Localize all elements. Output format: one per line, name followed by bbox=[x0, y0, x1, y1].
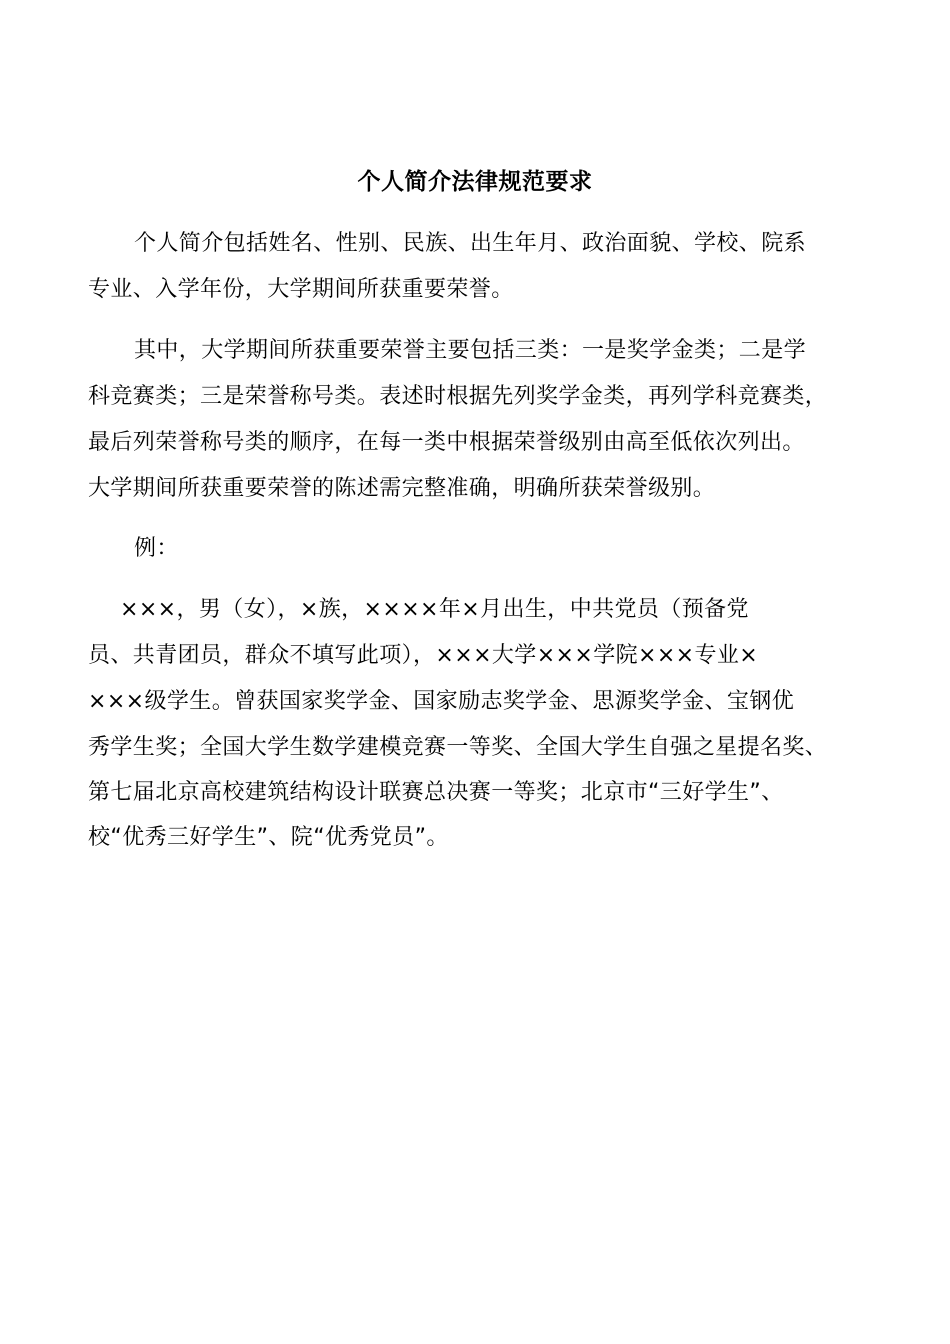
example-line-5: 第七届北京高校建筑结构设计联赛总决赛一等奖；北京市“三好学生”、 bbox=[88, 780, 784, 805]
paragraph-1-line-1: 个人简介包括姓名、性别、民族、出生年月、政治面貌、学校、院系 bbox=[134, 231, 807, 256]
paragraph-2-line-2: 科竞赛类；三是荣誉称号类。表述时根据先列奖学金类，再列学科竞赛类， bbox=[88, 384, 828, 409]
example-line-3: ×××级学生。曾获国家奖学金、国家励志奖学金、思源奖学金、宝钢优 bbox=[88, 689, 795, 714]
paragraph-2-line-3: 最后列荣誉称号类的顺序，在每一类中根据荣誉级别由高至低依次列出。 bbox=[88, 430, 805, 455]
example-line-4: 秀学生奖；全国大学生数学建模竞赛一等奖、全国大学生自强之星提名奖、 bbox=[88, 735, 828, 760]
example-line-6: 校“优秀三好学生”、院“优秀党员”。 bbox=[88, 825, 449, 850]
paragraph-2-line-4: 大学期间所获重要荣誉的陈述需完整准确，明确所获荣誉级别。 bbox=[88, 476, 716, 501]
example-line-2: 员、共青团员，群众不填写此项），×××大学×××学院×××专业× bbox=[88, 643, 759, 668]
example-label: 例： bbox=[134, 536, 179, 561]
example-line-1: ×××，男（女），×族，××××年×月出生，中共党员（预备党 bbox=[120, 597, 749, 622]
document-title: 个人简介法律规范要求 bbox=[357, 169, 593, 195]
paragraph-2-line-1: 其中，大学期间所获重要荣誉主要包括三类：一是奖学金类；二是学 bbox=[134, 338, 807, 363]
paragraph-1-line-2: 专业、入学年份，大学期间所获重要荣誉。 bbox=[88, 277, 514, 302]
